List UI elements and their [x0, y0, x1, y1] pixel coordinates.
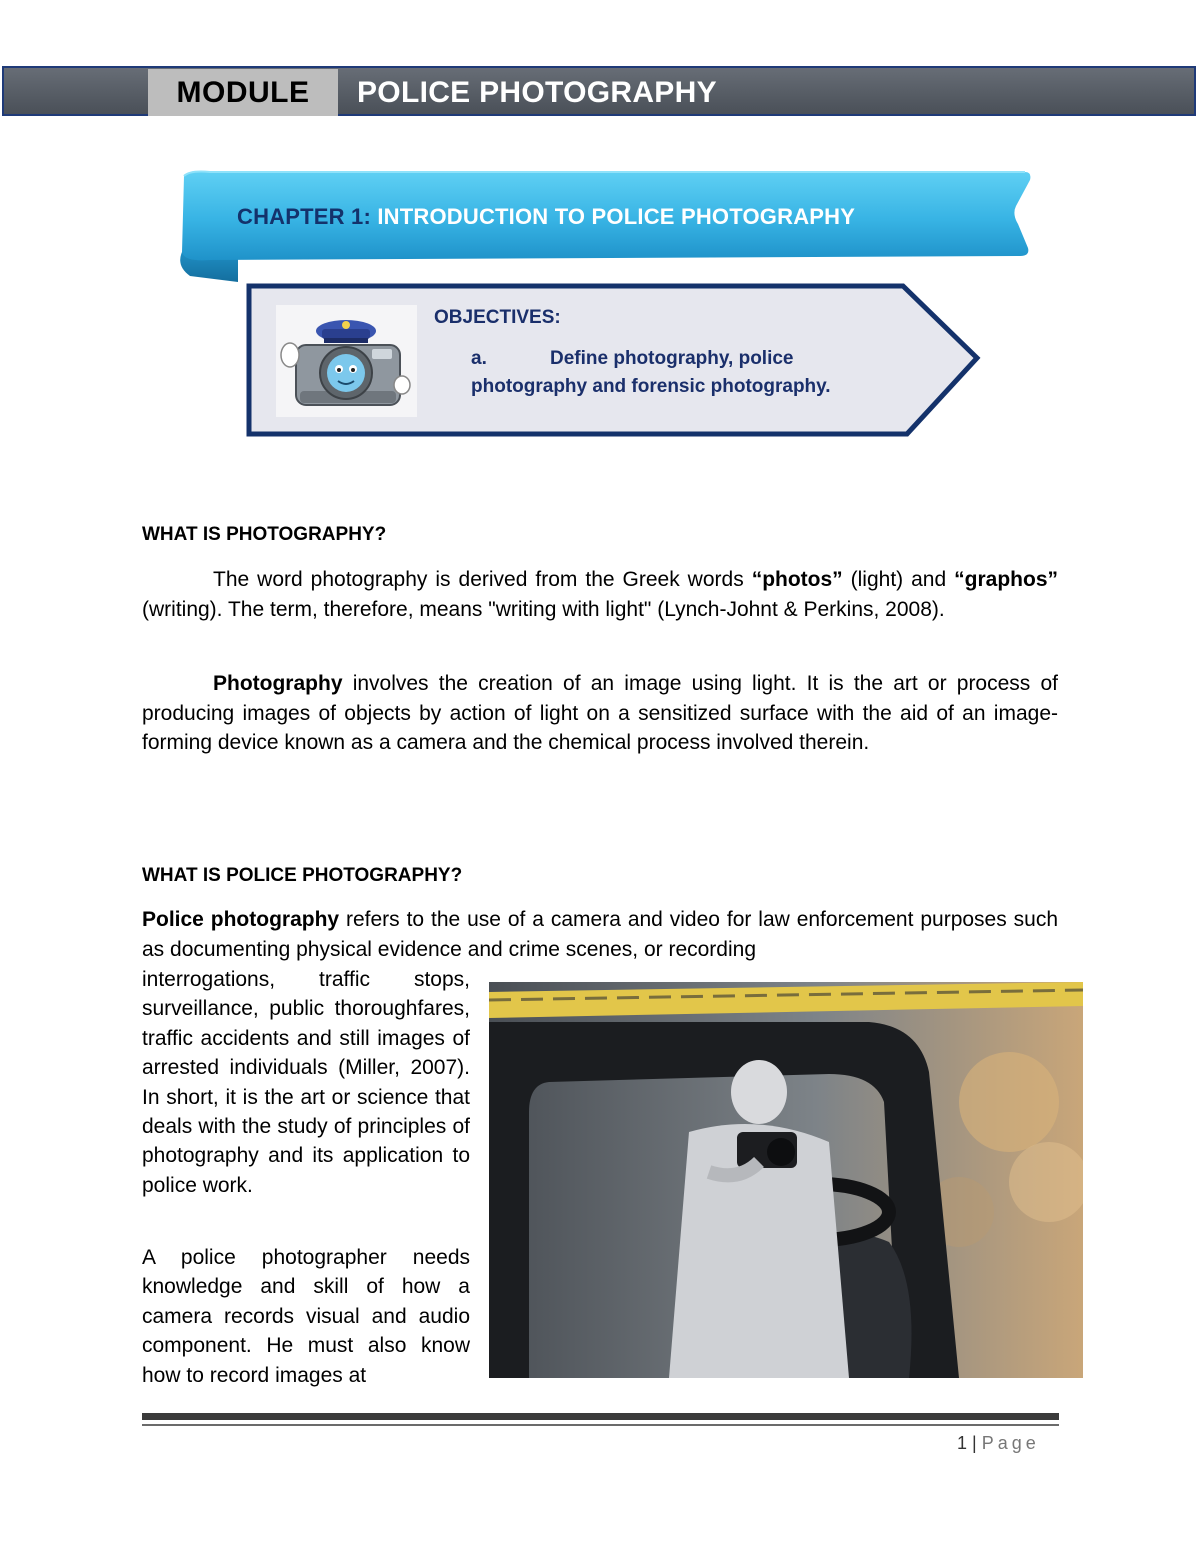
- text-run: (writing). The term, therefore, means "writing with light" (Lynch-Johnt & Perkins, 2008).: [142, 597, 945, 621]
- page-number-value: 1: [957, 1433, 968, 1453]
- section-heading-photography: WHAT IS PHOTOGRAPHY?: [142, 524, 387, 545]
- police-photography-paragraph-1: [142, 905, 1058, 964]
- footer-rule-thin: [142, 1424, 1059, 1426]
- police-camera-illustration: [276, 305, 417, 417]
- term-photos: “photos”: [751, 568, 843, 591]
- objective-marker: a.: [471, 348, 487, 369]
- text-run: The word photography is derived from the Greek words: [213, 568, 752, 591]
- page-separator: |: [972, 1433, 977, 1453]
- police-photography-paragraph-2: [142, 1243, 470, 1390]
- text-run: A police photographer needs knowledge and skill of how a camera records visual and audio component. He must also know how to record images at: [142, 1246, 470, 1387]
- text-run: (light) and: [842, 568, 955, 591]
- page-word: Page: [981, 1433, 1040, 1453]
- module-label: MODULE: [148, 69, 338, 116]
- module-title: POLICE PHOTOGRAPHY: [357, 75, 717, 109]
- footer-rule: [142, 1413, 1059, 1420]
- text-run: refers to the use of a camera and video for law enforcement purposes such as documenting physical evidence and crime scenes, or recording: [142, 908, 1058, 961]
- section-heading-police-photography: WHAT IS POLICE PHOTOGRAPHY?: [142, 865, 463, 886]
- police-photography-paragraph-1-continued: [142, 965, 470, 1200]
- text-run: involves the creation of an image using light. It is the art or process of producing images of objects by action of light on a sensitized surface with the aid of an image-forming device known as a camera and the chemical process involved therein.: [142, 672, 1058, 755]
- chapter-title: [237, 204, 855, 230]
- chapter-number: CHAPTER 1:: [237, 204, 372, 229]
- objectives-heading: OBJECTIVES:: [434, 307, 561, 328]
- objective-text-line1: Define photography, police: [550, 348, 794, 369]
- page-number: [957, 1433, 1040, 1454]
- text-run: interrogations, traffic stops, surveillance, public thoroughfares, traffic accidents and still images of arrested individuals (Miller, 2007). In short, it is the art or science that deals with the study of principles of photography and its application to police work.: [142, 968, 470, 1197]
- crime-scene-photo: [489, 982, 1083, 1378]
- term-graphos: “graphos”: [954, 568, 1058, 591]
- objective-item: [471, 348, 794, 370]
- chapter-name: INTRODUCTION TO POLICE PHOTOGRAPHY: [377, 204, 856, 229]
- term-photography: Photography: [213, 672, 343, 695]
- photography-paragraph-2: [142, 669, 1058, 758]
- photography-paragraph-1: [142, 565, 1058, 624]
- objective-text-line2: photography and forensic photography.: [471, 376, 831, 397]
- term-police-photography: Police photography: [142, 908, 340, 931]
